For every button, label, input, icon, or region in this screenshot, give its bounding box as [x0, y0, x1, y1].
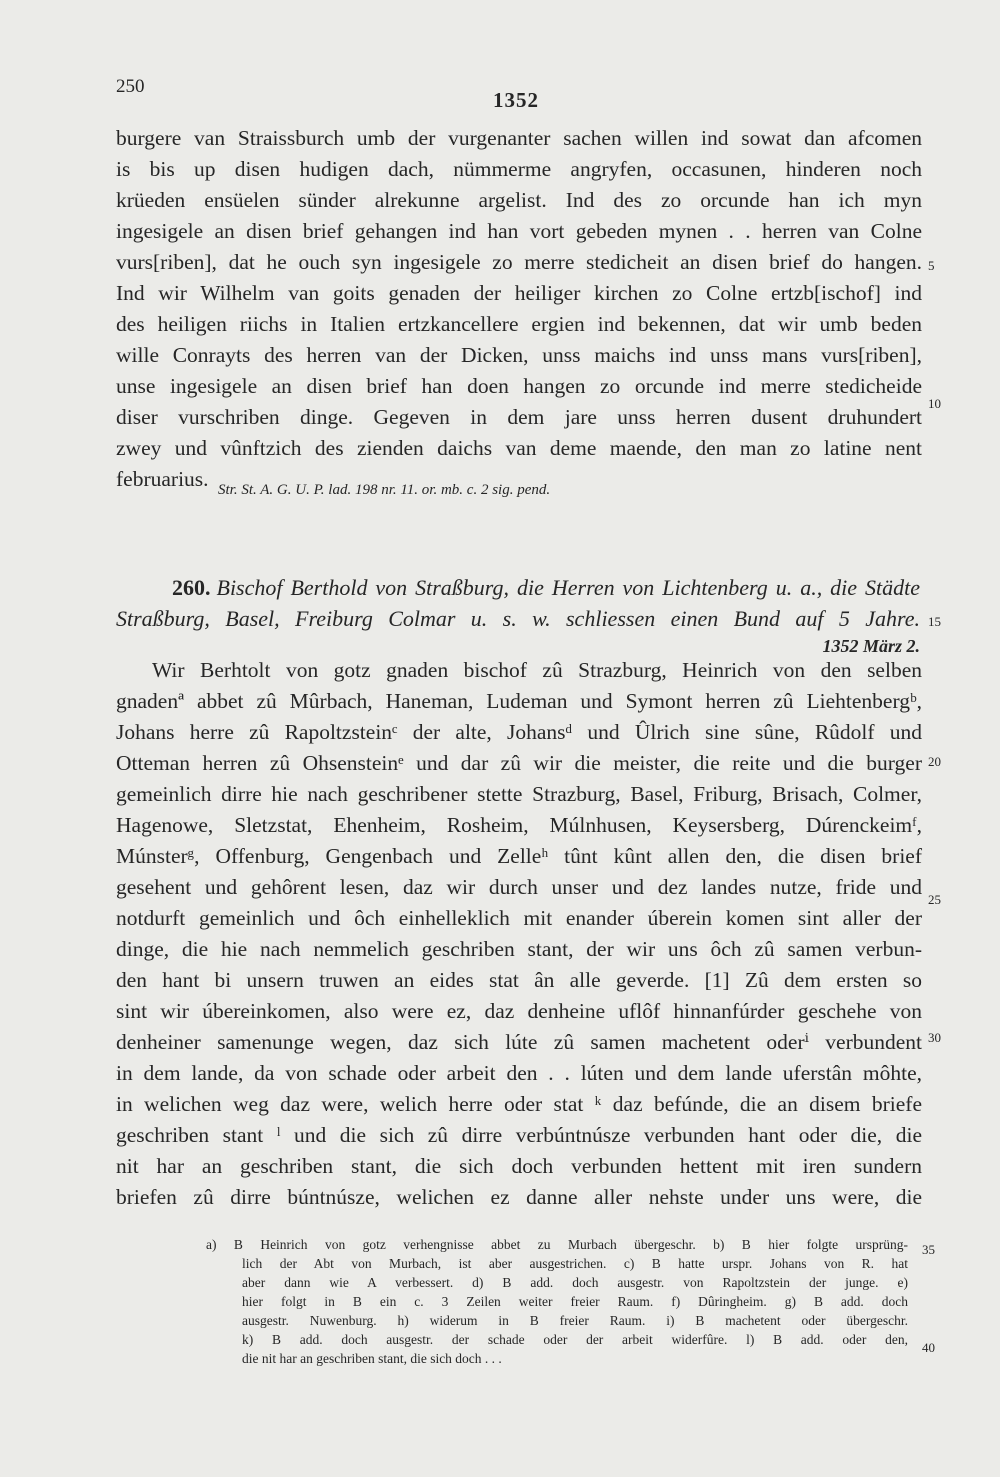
- text-line: des heiligen riichs in Italien ertzkancellere ergien ind bekennen, dat wir umb beden: [116, 312, 922, 336]
- text-line: in dem lande, da von schade oder arbeit den . . lúten und dem lande uferstân môhte,: [116, 1061, 922, 1085]
- text-line: vurs[riben], dat he ouch syn ingesigele zo merre stedicheit an disen brief do hangen.: [116, 250, 922, 274]
- footnote-line: hier folgt in B ein c. 3 Zeilen weiter freier Raum. f) Dûringheim. g) B add. doch: [242, 1294, 908, 1309]
- line-number: 35: [922, 1242, 935, 1257]
- text-line: unse ingesigele an disen brief han doen hangen zo orcunde ind merre stedicheide: [116, 374, 922, 398]
- text-line: denheiner samenunge wegen, daz sich lúte zû samen machetent oderⁱ verbundent: [116, 1030, 922, 1054]
- text-line: Johans herre zû Rapoltzsteinᶜ der alte, Johansᵈ und Ûlrich sine sûne, Rûdolf und: [116, 720, 922, 744]
- text-line: zwey und vûnftzich des zienden daichs van deme maende, den man zo latine nent: [116, 436, 922, 460]
- text-line: notdurft gemeinlich und ôch einhelleklich mit enander úberein komen sint aller der: [116, 906, 922, 930]
- text-line: Múnsterᵍ, Offenburg, Gengenbach und Zelleʰ tûnt kûnt allen den, die disen brief: [116, 844, 922, 868]
- document-number: 260.: [172, 575, 211, 600]
- text-line: sint wir úbereinkomen, also were ez, daz denheine uflôf hinnanfúrder geschehe von: [116, 999, 922, 1023]
- year-header: 1352: [493, 88, 539, 112]
- text-line: Ind wir Wilhelm van goits genaden der heiliger kirchen zo Colne ertzb[ischof] ind: [116, 281, 922, 305]
- line-number: 30: [928, 1030, 941, 1045]
- text-line: gnadenª abbet zû Mûrbach, Haneman, Ludeman und Symont herren zû Liehtenbergᵇ,: [116, 689, 922, 713]
- heading-line-1: Bischof Berthold von Straßburg, die Herren von Lichtenberg u. a., die Städte: [216, 575, 920, 600]
- page-number: 250: [116, 76, 145, 97]
- footnote-line: k) B add. doch ausgestr. der schade oder der arbeit widerfûre. l) B add. oder den,: [242, 1332, 908, 1347]
- text-line: Otteman herren zû Ohsensteinᵉ und dar zû wir die meister, die reite und die burger: [116, 751, 922, 775]
- heading-line-2: Straßburg, Basel, Freiburg Colmar u. s. w. schliessen einen Bund auf 5 Jahre.: [116, 606, 920, 631]
- line-number: 20: [928, 754, 941, 769]
- text-line: Hagenowe, Sletzstat, Ehenheim, Rosheim, Múlnhusen, Keysersberg, Dúrenckeimᶠ,: [116, 813, 922, 837]
- footnote-line: ausgestr. Nuwenburg. h) widerum in B freier Raum. i) B machetent oder übergeschr.: [242, 1313, 908, 1328]
- text-line: nit har an geschriben stant, die sich doch verbunden hettent mit iren sundern: [116, 1154, 922, 1178]
- text-line: februarius.: [116, 467, 209, 491]
- footnote-line: a) B Heinrich von gotz verhengnisse abbet zu Murbach übergeschr. b) B hier folgte ursprüng-: [206, 1237, 908, 1252]
- footnote-line: die nit har an geschriben stant, die sich doch . . .: [242, 1351, 502, 1366]
- text-line: den hant bi unsern truwen an eides stat ân alle geverde. [1] Zû dem ersten so: [116, 968, 922, 992]
- text-line: burgere van Straissburch umb der vurgenanter sachen willen ind sowat dan afcomen: [116, 126, 922, 150]
- text-line: gesehent und gehôrent lesen, daz wir durch unser und dez landes nutze, fride und: [116, 875, 922, 899]
- text-line: dinge, die hie nach nemmelich geschriben stant, der wir uns ôch zû samen verbun-: [116, 937, 922, 961]
- text-line: Wir Berhtolt von gotz gnaden bischof zû Strazburg, Heinrich von den selben: [152, 658, 922, 682]
- line-number: 10: [928, 396, 941, 411]
- footnote-line: aber dann wie A verbessert. d) B add. doch ausgestr. von Rapoltzstein der junge. e): [242, 1275, 908, 1290]
- footnote-line: lich der Abt von Murbach, ist aber ausgestrichen. c) B hatte urspr. Johans von R. hat: [242, 1256, 908, 1271]
- line-number: 40: [922, 1340, 935, 1355]
- text-line: briefen zû dirre búntnúsze, welichen ez danne aller nehste under uns were, die: [116, 1185, 922, 1209]
- text-line: geschriben stant ˡ und die sich zû dirre verbúntnúsze verbunden hant oder die, die: [116, 1123, 922, 1147]
- line-number: 5: [928, 258, 935, 273]
- text-line: in welichen weg daz were, welich herre oder stat ᵏ daz befúnde, die an disem briefe: [116, 1092, 922, 1116]
- text-line: krüeden ensüelen sünder alrekunne argelist. Ind des zo orcunde han ich myn: [116, 188, 922, 212]
- text-line: is bis up disen hudigen dach, nümmerme angryfen, occasunen, hinderen noch: [116, 157, 922, 181]
- line-number: 25: [928, 892, 941, 907]
- document-heading: [172, 574, 920, 602]
- document-date: 1352 März 2.: [822, 636, 920, 656]
- text-line: diser vurschriben dinge. Gegeven in dem jare unss herren dusent druhundert: [116, 405, 922, 429]
- line-number: 15: [928, 614, 941, 629]
- text-line: ingesigele an disen brief gehangen ind han vort gebeden mynen . . herren van Colne: [116, 219, 922, 243]
- source-note: Str. St. A. G. U. P. lad. 198 nr. 11. or. mb. c. 2 sig. pend.: [218, 482, 551, 498]
- text-line: wille Conrayts des herren van der Dicken, unss maichs ind unss mans vurs[riben],: [116, 343, 922, 367]
- text-line: gemeinlich dirre hie nach geschribener stette Strazburg, Basel, Friburg, Brisach, Colmer,: [116, 782, 922, 806]
